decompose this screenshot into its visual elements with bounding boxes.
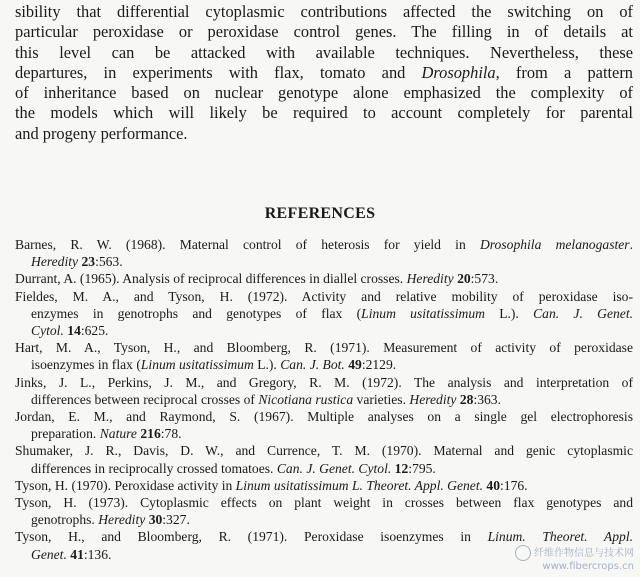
text-run: preparation. — [31, 426, 100, 442]
journal-or-species: Drosophila melanogaster — [479, 237, 630, 252]
reference-entry — [15, 339, 633, 373]
reference-line — [15, 236, 633, 253]
journal-or-species: Heredity — [98, 512, 146, 528]
text-run: :563. — [95, 254, 123, 270]
volume-number: 28 — [459, 391, 474, 407]
volume-number: 216 — [140, 426, 161, 442]
reference-entry — [15, 494, 633, 528]
reference-line — [15, 374, 633, 391]
text-run: . — [629, 237, 633, 252]
text-run: Tyson, H. (1970). Peroxidase activity in — [15, 477, 236, 493]
text-run: Jordan, E. M., and Raymond, S. (1967). Multiple analyses on a single gel electrophoresis — [15, 409, 633, 425]
text-run: , from a pattern — [495, 62, 633, 82]
journal-or-species: Linum usitatissimum — [361, 305, 485, 321]
text-run: departures, in experiments with flax, tomato and — [15, 62, 422, 82]
volume-number: 20 — [457, 271, 471, 287]
volume-number: 12 — [394, 460, 409, 476]
watermark-line1 — [515, 545, 634, 561]
text-run: :327. — [162, 512, 190, 528]
volume-number: 14 — [67, 323, 81, 339]
text-run: Jinks, J. L., Perkins, J. M., and Gregory, R. M. (1972). The analysis and interpretation of — [15, 374, 633, 390]
reference-entry — [15, 270, 633, 287]
volume-number: 30 — [148, 512, 163, 528]
body-line: particular peroxidase or peroxidase control genes. The filling in of details at — [15, 22, 633, 42]
reference-line — [15, 425, 633, 442]
reference-entry — [15, 408, 633, 442]
journal-or-species: Linum. Theoret. Appl. — [487, 529, 634, 545]
reference-line — [15, 511, 633, 528]
watermark-logo-icon — [515, 545, 531, 561]
text-run: L.). — [253, 357, 281, 373]
journal-or-species: Can. J. Bot. — [280, 357, 345, 373]
reference-line — [15, 270, 633, 287]
text-run: differences in reciprocally crossed tomatoes. — [31, 460, 277, 476]
text-run: Tyson, H., and Bloomberg, R. (1971). Peroxidase isoenzymes in — [15, 529, 488, 545]
text-run: varieties. — [353, 391, 410, 407]
reference-line — [15, 494, 633, 511]
body-line: this level can be attacked with available techniques. Nevertheless, these — [15, 42, 633, 62]
text-run: Tyson, H. (1973). Cytoplasmic effects on plant weight in crosses between flax genotypes and — [15, 495, 633, 511]
watermark-line2: www.fibercrops.cn — [542, 561, 634, 572]
volume-number: 40 — [486, 477, 501, 493]
body-line: and progeny performance. — [15, 123, 188, 143]
italic-term: Drosophila — [421, 62, 496, 82]
reference-line — [15, 528, 633, 545]
reference-entry — [15, 288, 633, 340]
body-paragraph — [15, 2, 633, 144]
text-run: Hart, M. A., Tyson, H., and Bloomberg, R. (1971). Measurement of activity of peroxidase — [15, 340, 633, 356]
reference-entry — [15, 442, 633, 476]
reference-list — [15, 236, 633, 563]
journal-or-species: Can. J. Genet. Cytol. — [276, 460, 392, 476]
body-line: sibility that differential cytoplasmic contributions affected the switching on of — [15, 2, 633, 21]
text-run: Barnes, R. W. (1968). Maternal control of heterosis for yield in — [15, 237, 480, 252]
journal-or-species: Nicotiana rustica — [258, 391, 354, 407]
journal-or-species: Can. J. Genet. — [533, 305, 633, 321]
journal-or-species: Heredity — [409, 391, 457, 407]
volume-number: 49 — [348, 357, 362, 373]
text-run: Durrant, A. (1965). Analysis of reciprocal differences in diallel crosses. — [15, 271, 407, 287]
text-run: enzymes in genotrophs and genotypes of flax ( — [31, 305, 362, 321]
watermark-text-cn: 纤维作物信息与技术网 — [534, 548, 634, 559]
volume-number: 41 — [70, 546, 84, 562]
reference-line — [15, 322, 633, 339]
reference-line — [15, 305, 633, 322]
body-line: the models which will likely be required to account completely for parental — [15, 103, 633, 123]
reference-line — [15, 288, 633, 305]
journal-or-species: Linum usitatissimum — [140, 357, 254, 373]
journal-or-species: Cytol. — [31, 323, 64, 339]
text-run: :78. — [160, 426, 182, 442]
reference-line — [15, 391, 633, 408]
reference-line — [15, 477, 633, 494]
reference-line — [15, 339, 633, 356]
text-run: :573. — [470, 271, 499, 287]
reference-entry — [15, 236, 633, 270]
text-run: :176. — [500, 477, 528, 493]
references-heading: REFERENCES — [264, 205, 376, 222]
text-run: isoenzymes in flax ( — [31, 357, 141, 373]
reference-entry — [15, 477, 633, 494]
journal-or-species: Linum usitatissimum L. Theoret. Appl. Genet. — [235, 477, 484, 493]
journal-or-species: Heredity — [406, 271, 454, 287]
reference-line — [15, 442, 633, 459]
text-run: :136. — [83, 546, 112, 562]
journal-or-species: Heredity — [31, 254, 79, 270]
text-run: :2129. — [361, 357, 397, 373]
body-line: of inheritance based on nuclear genotype alone emphasized the complexity of — [15, 83, 633, 103]
text-run: Shumaker, J. R., Davis, D. W., and Currence, T. M. (1970). Maternal and genic cytoplasmic — [15, 443, 633, 459]
volume-number: 23 — [81, 254, 96, 270]
watermark — [515, 545, 634, 573]
text-run: Fieldes, M. A., and Tyson, H. (1972). Activity and relative mobility of peroxidase iso- — [15, 288, 633, 304]
text-run: genotrophs. — [31, 512, 99, 528]
journal-or-species: Genet. — [31, 546, 67, 562]
reference-line — [15, 253, 633, 270]
journal-or-species: Nature — [99, 426, 137, 442]
text-run: :625. — [80, 323, 109, 339]
reference-line — [15, 460, 633, 477]
reference-entry — [15, 374, 633, 408]
text-run: :795. — [408, 460, 436, 476]
reference-line — [15, 356, 633, 373]
text-run: differences between reciprocal crosses of — [31, 391, 259, 407]
text-run: L.). — [484, 305, 534, 321]
text-run: :363. — [473, 391, 502, 407]
body-line — [15, 63, 633, 83]
reference-line — [15, 408, 633, 425]
